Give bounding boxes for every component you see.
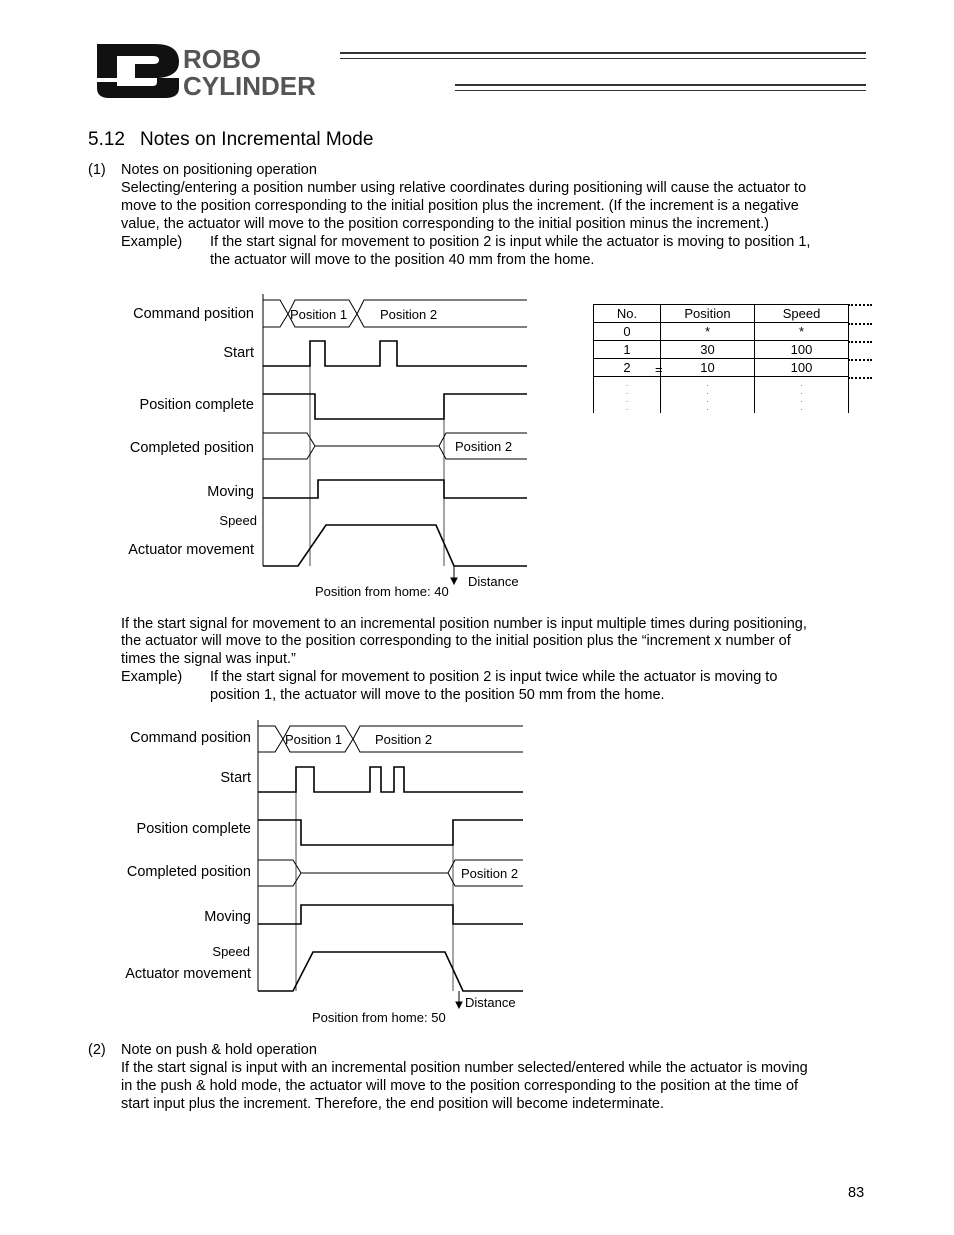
table-cell: 0	[594, 323, 661, 341]
header-rule-top	[340, 52, 866, 59]
d2-speed-label: Speed	[212, 944, 250, 959]
middle-line: times the signal was input.”	[121, 651, 296, 667]
rc-logo-icon	[95, 42, 445, 100]
d1-cmd-pos1-label: Position 1	[290, 307, 348, 322]
d1-velocity-profile	[263, 525, 527, 566]
table-cell: 10	[661, 359, 755, 377]
item2-label: (2)	[88, 1042, 106, 1058]
item1-label: (1)	[88, 162, 106, 178]
logo-text-cylinder: CYLINDER	[183, 71, 316, 100]
position-table	[593, 304, 849, 413]
timing-diagram-2	[253, 718, 528, 1013]
middle-example-line: If the start signal for movement to position 2 is input twice while the actuator is moving to	[210, 669, 778, 685]
d2-signal-actuator-movement: Actuator movement	[125, 966, 251, 982]
table-cell: *	[755, 323, 849, 341]
d2-distance-label: Distance	[465, 995, 516, 1010]
d2-signal-moving: Moving	[204, 909, 251, 925]
d1-home-position: Position from home: 40	[315, 584, 449, 599]
d2-signal-command-position: Command position	[130, 730, 251, 746]
table-cell: 30	[661, 341, 755, 359]
d1-signal-start: Start	[223, 345, 254, 361]
d1-signal-actuator-movement: Actuator movement	[128, 542, 254, 558]
table-dotted-edges	[848, 304, 872, 380]
page-number: 83	[848, 1185, 865, 1201]
d1-completed-pos-label: Position 2	[455, 439, 513, 454]
item1-heading: Notes on positioning operation	[121, 162, 317, 178]
item2-line: in the push & hold mode, the actuator will move to the position corresponding to the position at the time of	[121, 1078, 799, 1094]
d1-signal-moving: Moving	[207, 484, 254, 500]
d2-home-position: Position from home: 50	[312, 1010, 446, 1025]
table-cell: 2	[594, 359, 661, 377]
item1-example-line: If the start signal for movement to position 2 is input while the actuator is moving to position 1,	[210, 234, 811, 250]
d2-cmd-pos1-label: Position 1	[285, 732, 343, 747]
logo-text-robo: ROBO	[183, 44, 261, 74]
header-rule-bottom	[455, 84, 866, 91]
item1-line: value, the actuator will move to the position corresponding to the initial position minus the increment.)	[121, 216, 770, 232]
table-ellipsis: . . . .	[755, 377, 849, 414]
section-title	[88, 129, 373, 151]
table-ellipsis: . . . .	[661, 377, 755, 414]
d1-signal-completed-position: Completed position	[129, 440, 254, 456]
item2-heading: Note on push & hold operation	[121, 1042, 317, 1058]
middle-line: If the start signal for movement to an incremental position number is input multiple times during positioning,	[121, 616, 807, 632]
d1-moving-wave	[263, 480, 527, 498]
table-header-speed: Speed	[755, 305, 849, 323]
item1-example-label: Example)	[121, 234, 183, 250]
d2-moving-wave	[258, 905, 523, 924]
d1-signal-position-complete: Position complete	[139, 397, 254, 413]
item1-example-line: the actuator will move to the position 40 mm from the home.	[210, 252, 595, 268]
timing-diagram-1	[258, 292, 533, 604]
table-header-no: No.	[594, 305, 661, 323]
d1-distance-label: Distance	[468, 574, 519, 589]
d1-cmd-pos2-label: Position 2	[380, 307, 438, 322]
table-cell: *	[661, 323, 755, 341]
item2-line: start input plus the increment. Therefore, the end position will become indeterminate.	[121, 1096, 664, 1112]
d1-start-wave	[263, 341, 527, 366]
d2-signal-start: Start	[220, 770, 251, 786]
d2-signal-position-complete: Position complete	[136, 821, 251, 837]
table-cell: 100	[755, 359, 849, 377]
table-header-position: Position	[661, 305, 755, 323]
middle-example-label: Example)	[121, 669, 183, 685]
d2-velocity-profile	[258, 952, 523, 991]
d2-cmd-pos2-label: Position 2	[375, 732, 433, 747]
incremental-mark: =	[655, 362, 663, 377]
item1-line: move to the position corresponding to the initial position plus the increment. (If the increment is a negative	[121, 198, 799, 214]
d2-signal-completed-position: Completed position	[126, 864, 251, 880]
d2-start-wave	[258, 767, 523, 792]
d1-speed-label: Speed	[219, 513, 257, 528]
d1-position-complete-wave	[263, 394, 527, 419]
item2-line: If the start signal is input with an incremental position number selected/entered while the actuator is moving	[121, 1060, 808, 1076]
d1-signal-command-position: Command position	[133, 306, 254, 322]
d2-position-complete-wave	[258, 820, 523, 845]
middle-example-line: position 1, the actuator will move to the position 50 mm from the home.	[210, 687, 665, 703]
d2-completed-pos-label: Position 2	[461, 866, 519, 881]
middle-line: the actuator will move to the position corresponding to the initial position plus the “increment x number of	[121, 633, 791, 649]
section-title-text: Notes on Incremental Mode	[139, 129, 374, 150]
table-ellipsis: . . . .	[594, 377, 661, 414]
section-number: 5.12	[88, 129, 125, 150]
logo	[95, 42, 445, 100]
table-cell: 1	[594, 341, 661, 359]
item1-line: Selecting/entering a position number using relative coordinates during positioning will cause the actuator to	[121, 180, 807, 196]
table-cell: 100	[755, 341, 849, 359]
